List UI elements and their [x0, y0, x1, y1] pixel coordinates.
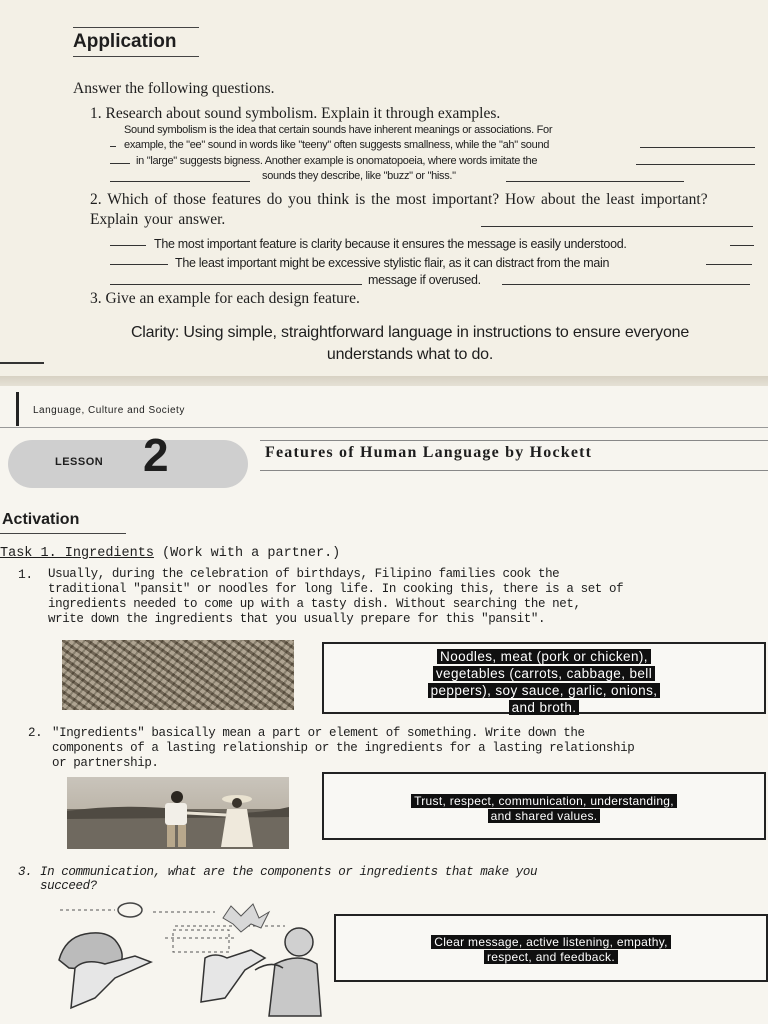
blank-line [110, 284, 362, 285]
lesson-number: 2 [143, 429, 169, 481]
answer-line: respect, and feedback. [484, 950, 618, 964]
question-text: Research about sound symbolism. Explain it through examples. [105, 105, 501, 122]
divider [0, 533, 126, 534]
question-number: 1. [90, 105, 102, 122]
blank-line [110, 181, 250, 182]
answer-line: Clarity: Using simple, straightforward language in instructions to ensure everyone [130, 324, 690, 341]
activity-line: succeed? [40, 879, 97, 893]
answer-line: vegetables (carrots, cabbage, bell [433, 666, 655, 681]
blank-line [506, 181, 684, 182]
activity-line: ingredients needed to come up with a tasty dish. Without searching the net, [48, 597, 581, 611]
activity-number: 1. [18, 567, 33, 582]
question-1 [90, 105, 500, 123]
question-2 [90, 190, 755, 230]
activity-line: write down the ingredients that you usually prepare for this "pansit". [48, 612, 546, 626]
activity-line: In communication, what are the components or ingredients that make you [40, 865, 538, 879]
activity-number: 2. [28, 726, 43, 740]
answer-line: Clear message, active listening, empathy, [431, 935, 671, 949]
instruction-text: Answer the following questions. [73, 80, 275, 97]
answer-line: understands what to do. [326, 346, 494, 363]
answer-block [80, 322, 740, 366]
margin-bar [16, 392, 19, 426]
answer-line: example, the "ee" sound in words like "teeny" often suggests smallness, while the "ah" sound [124, 139, 550, 151]
answer-line: in "large" suggests bigness. Another example is onomatopoeia, where words imitate the [136, 155, 538, 167]
divider [260, 470, 768, 471]
answer-line: peppers), soy sauce, garlic, onions, [428, 683, 661, 698]
answer-line: and shared values. [488, 809, 601, 823]
activity-line: components of a lasting relationship or the ingredients for a lasting relationship [52, 741, 635, 755]
blank-line [730, 245, 754, 246]
answer-box [334, 914, 768, 982]
answer-line: Trust, respect, communication, understanding, [411, 794, 677, 808]
communication-illustration [55, 898, 323, 1018]
noodle-dish-photo [62, 640, 294, 710]
answer-line: sounds they describe, like "buzz" or "hiss." [262, 170, 456, 182]
blank-line [481, 226, 753, 227]
section-title: Application [73, 31, 177, 52]
task-note: (Work with a partner.) [162, 546, 341, 561]
page-header: Language, Culture and Society [33, 405, 185, 416]
answer-line: Noodles, meat (pork or chicken), [437, 649, 651, 664]
divider [260, 440, 768, 441]
couple-walking-photo [67, 777, 289, 849]
divider [73, 56, 199, 57]
question-3 [90, 290, 360, 308]
answer-box [322, 642, 766, 714]
blank-line [502, 284, 750, 285]
task-title [0, 546, 340, 561]
section-title: Activation [2, 511, 80, 528]
answer-line: and broth. [509, 700, 580, 715]
answer-line: The most important feature is clarity because it ensures the message is easily understood. [154, 237, 627, 251]
divider [73, 27, 199, 28]
question-text: Give an example for each design feature. [105, 290, 360, 307]
blank-line [636, 164, 755, 165]
question-text: Which of those features do you think is the most important? How about the least important? Explain your answer. [90, 191, 708, 228]
task-name: Task 1. Ingredients [0, 546, 154, 561]
divider [0, 362, 44, 364]
lesson-badge [8, 440, 248, 488]
activity-line: traditional "pansit" or noodles for long life. In cooking this, there is a set of [48, 582, 624, 596]
blank-line [110, 163, 130, 164]
activity-line: or partnership. [52, 756, 159, 770]
activity-line: Usually, during the celebration of birthdays, Filipino families cook the [48, 567, 560, 581]
blank-line [110, 146, 116, 147]
answer-line: Sound symbolism is the idea that certain sounds have inherent meanings or associations. For [124, 124, 553, 136]
answer-line: The least important might be excessive stylistic flair, as it can distract from the main [175, 256, 610, 270]
activity-number: 3. [18, 865, 33, 879]
lesson-label: LESSON [55, 456, 104, 468]
answer-text [324, 794, 764, 824]
answer-text [336, 935, 766, 965]
divider [0, 427, 768, 428]
activity-line: "Ingredients" basically mean a part or element of something. Write down the [52, 726, 585, 740]
lesson-title: Features of Human Language by Hockett [265, 444, 593, 461]
question-number: 2. [90, 191, 102, 208]
answer-line: message if overused. [368, 273, 481, 287]
answer-box [322, 772, 766, 840]
question-number: 3. [90, 290, 102, 307]
blank-line [640, 147, 755, 148]
answer-text [324, 648, 764, 716]
blank-line [706, 264, 752, 265]
blank-line [110, 264, 168, 265]
blank-line [110, 245, 146, 246]
